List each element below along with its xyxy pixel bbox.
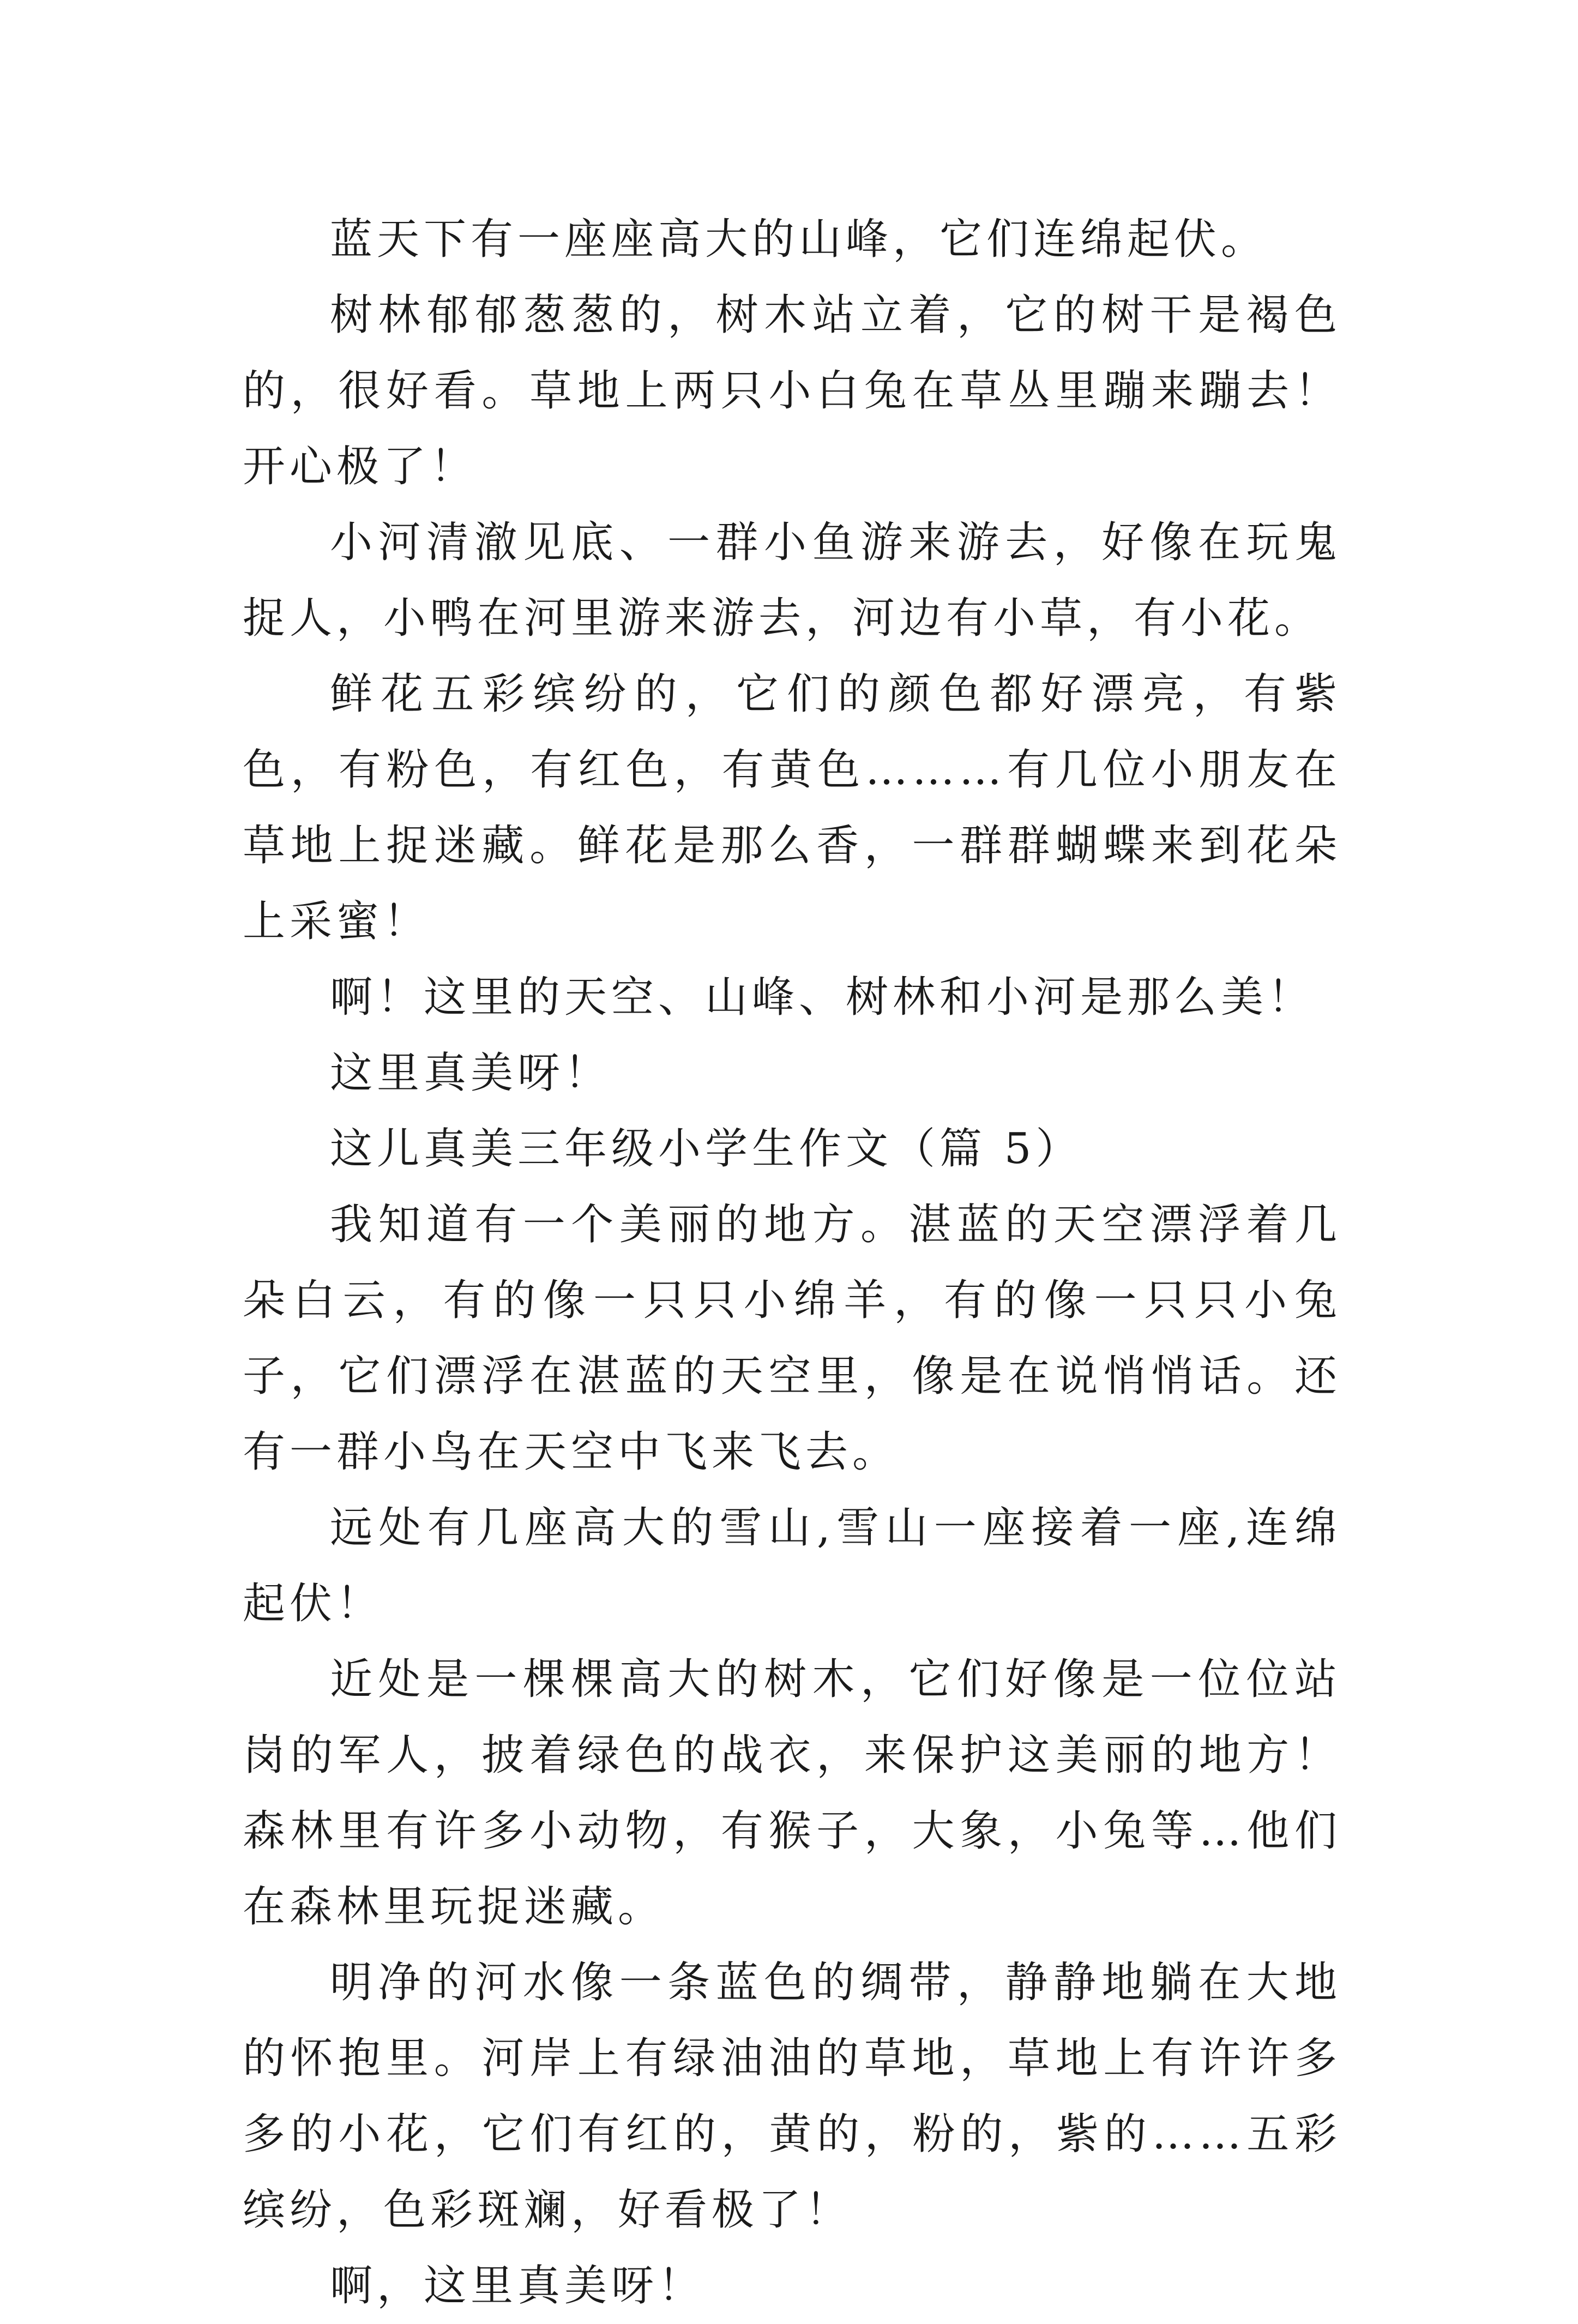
section-paragraph-1: 我知道有一个美丽的地方。湛蓝的天空漂浮着几朵白云，有的像一只只小绵羊，有的像一只只小兔子，它们漂浮在湛蓝的天空里，像是在说悄悄话。还有一群小鸟在天空中飞来飞去。 bbox=[243, 1200, 1341, 1477]
section-paragraph-2: 远处有几座高大的雪山,雪山一座接着一座,连绵起伏！ bbox=[243, 1503, 1341, 1628]
paragraph-2: 树林郁郁葱葱的，树木站立着，它的树干是褐色的，很好看。草地上两只小白兔在草丛里蹦来蹦去！开心极了！ bbox=[243, 291, 1341, 491]
paragraph-4: 鲜花五彩缤纷的，它们的颜色都好漂亮，有紫色，有粉色，有红色，有黄色………有几位小朋友在草地上捉迷藏。鲜花是那么香，一群群蝴蝶来到花朵上采蜜！ bbox=[243, 670, 1341, 946]
paragraph-6: 这里真美呀！ bbox=[330, 1049, 612, 1098]
paragraph-1: 蓝天下有一座座高大的山峰，它们连绵起伏。 bbox=[330, 215, 1268, 264]
section-title: 这儿真美三年级小学生作文（篇 5） bbox=[330, 1124, 1083, 1173]
section-paragraph-3: 近处是一棵棵高大的树木，它们好像是一位位站岗的军人，披着绿色的战衣，来保护这美丽的地方！森林里有许多小动物，有猴子，大象，小兔等…他们在森林里玩捉迷藏。 bbox=[243, 1655, 1341, 1931]
paragraph-5: 啊！这里的天空、山峰、树林和小河是那么美！ bbox=[330, 973, 1315, 1022]
section-paragraph-4: 明净的河水像一条蓝色的绸带，静静地躺在大地的怀抱里。河岸上有绿油油的草地，草地上有许许多多的小花，它们有红的，黄的，粉的，紫的……五彩缤纷，色彩斑斓，好看极了！ bbox=[243, 1958, 1341, 2235]
document-body bbox=[243, 202, 1341, 2324]
section-paragraph-5: 啊，这里真美呀！ bbox=[330, 2261, 706, 2310]
paragraph-3: 小河清澈见底、一群小鱼游来游去，好像在玩鬼捉人，小鸭在河里游来游去，河边有小草，有小花。 bbox=[243, 518, 1341, 643]
